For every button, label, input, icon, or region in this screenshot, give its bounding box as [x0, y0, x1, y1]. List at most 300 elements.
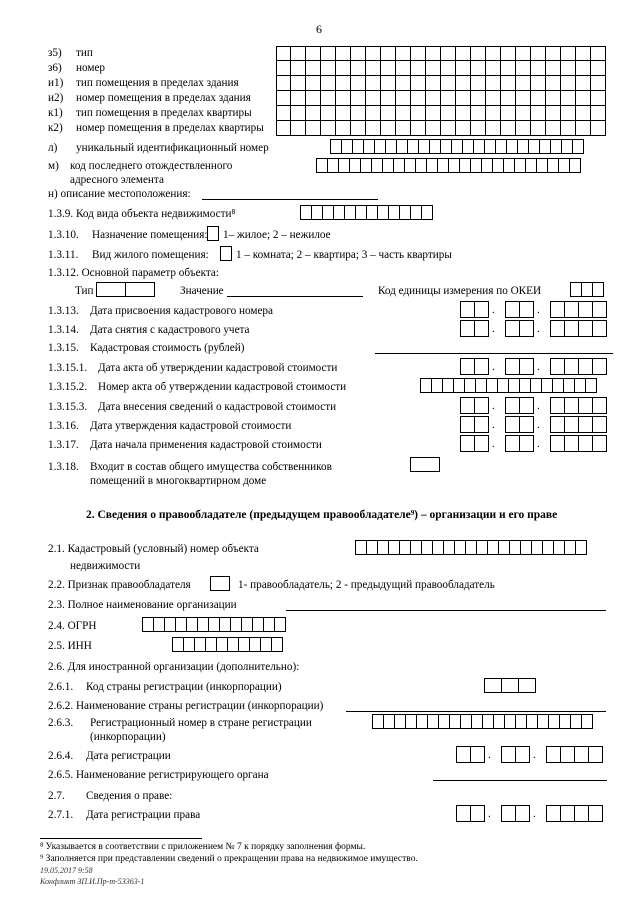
residential-type-box[interactable] — [220, 246, 231, 261]
s271-num: 2.7.1. — [48, 809, 74, 821]
address-grid-cell[interactable] — [591, 61, 606, 76]
address-grid-cell[interactable] — [306, 76, 321, 91]
address-grid-cell[interactable] — [411, 106, 426, 121]
address-grid-cell[interactable] — [381, 91, 396, 106]
input-cell[interactable] — [125, 282, 155, 297]
address-grid-cell[interactable] — [471, 61, 486, 76]
item-m-label-2: адресного элемента — [70, 174, 164, 186]
year-boxes[interactable] — [550, 320, 606, 335]
address-grid-cell[interactable] — [306, 91, 321, 106]
address-grid-cell[interactable] — [351, 61, 366, 76]
s261-num: 2.6.1. — [48, 681, 74, 693]
address-grid-cell[interactable] — [426, 91, 441, 106]
input-cell[interactable] — [585, 378, 597, 393]
month-boxes[interactable] — [505, 397, 533, 412]
address-grid-cell[interactable] — [381, 46, 396, 61]
date-cell[interactable] — [550, 358, 565, 375]
date-cell[interactable] — [550, 301, 565, 318]
address-grid-cell[interactable] — [381, 121, 396, 136]
address-grid-cell[interactable] — [501, 121, 516, 136]
date-cell[interactable] — [564, 397, 579, 414]
date-cell[interactable] — [550, 397, 565, 414]
date-cell[interactable] — [474, 320, 489, 337]
address-grid-cell[interactable] — [441, 91, 456, 106]
date-cell[interactable] — [460, 358, 475, 375]
date-separator: . — [492, 304, 495, 316]
date-cell[interactable] — [592, 301, 607, 318]
date-cell[interactable] — [505, 416, 520, 433]
org-name-line[interactable] — [286, 610, 606, 611]
address-grid-cell[interactable] — [471, 121, 486, 136]
date-cell[interactable] — [578, 397, 593, 414]
address-grid-cell[interactable] — [426, 61, 441, 76]
date-cell[interactable] — [519, 416, 534, 433]
address-grid-cell[interactable] — [426, 121, 441, 136]
param-type-boxes[interactable] — [96, 282, 154, 297]
day-boxes[interactable] — [460, 301, 488, 316]
date-cell[interactable] — [470, 805, 485, 822]
year-boxes[interactable] — [546, 746, 602, 761]
date-cell[interactable] — [592, 320, 607, 337]
s22-options: 1- правообладатель; 2 - предыдущий правообладатель — [238, 579, 495, 591]
date-cell[interactable] — [578, 320, 593, 337]
address-grid-cell[interactable] — [366, 76, 381, 91]
address-grid-cell[interactable] — [576, 121, 591, 136]
item-z6-code: з6) — [48, 62, 62, 74]
s27-label: Сведения о праве: — [86, 790, 173, 802]
address-grid-cell[interactable] — [591, 106, 606, 121]
unique-id-boxes[interactable] — [330, 139, 583, 154]
address-grid-cell[interactable] — [411, 121, 426, 136]
address-grid-cell[interactable] — [351, 76, 366, 91]
okei-code-boxes[interactable] — [570, 282, 603, 297]
address-grid-cell[interactable] — [516, 76, 531, 91]
input-cell[interactable] — [572, 139, 584, 154]
country-code-boxes[interactable] — [484, 678, 535, 693]
address-grid-cell[interactable] — [471, 76, 486, 91]
holder-sign-box[interactable] — [210, 576, 229, 591]
address-grid-cell[interactable] — [456, 121, 471, 136]
address-grid-cell[interactable] — [486, 106, 501, 121]
address-grid-cell[interactable] — [366, 61, 381, 76]
address-grid-cell[interactable] — [576, 106, 591, 121]
address-grid-cell[interactable] — [531, 46, 546, 61]
address-grid-cell[interactable] — [321, 91, 336, 106]
month-boxes[interactable] — [505, 301, 533, 316]
address-grid-cell[interactable] — [501, 106, 516, 121]
input-cell[interactable] — [207, 226, 219, 241]
address-grid-cell[interactable] — [291, 76, 306, 91]
address-grid-cell[interactable] — [366, 46, 381, 61]
address-grid-cell[interactable] — [276, 61, 291, 76]
date-cell[interactable] — [460, 416, 475, 433]
item-i2-label: номер помещения в пределах здания — [76, 92, 251, 104]
address-grid-cell[interactable] — [546, 121, 561, 136]
reg-authority-line[interactable] — [433, 780, 607, 781]
item-k2-code: к2) — [48, 122, 63, 134]
s1311-num: 1.3.11. — [48, 249, 79, 261]
address-grid-cell[interactable] — [351, 106, 366, 121]
date-cell[interactable] — [592, 435, 607, 452]
address-grid-cell[interactable] — [321, 106, 336, 121]
input-cell[interactable] — [518, 678, 536, 693]
address-grid-cell[interactable] — [531, 121, 546, 136]
address-grid-cell[interactable] — [591, 76, 606, 91]
address-grid-cell[interactable] — [471, 91, 486, 106]
year-boxes[interactable] — [550, 301, 606, 316]
s22-label: 2.2. Признак правообладателя — [48, 579, 191, 591]
s1313-label: Дата присвоения кадастрового номера — [90, 305, 273, 317]
address-grid-cell[interactable] — [561, 76, 576, 91]
param-value-line[interactable] — [227, 296, 363, 297]
address-grid-cell[interactable] — [291, 91, 306, 106]
month-boxes[interactable] — [505, 320, 533, 335]
address-grid-cell[interactable] — [396, 46, 411, 61]
address-grid-cell[interactable] — [441, 61, 456, 76]
address-grid-cell[interactable] — [576, 76, 591, 91]
address-grid-cell[interactable] — [366, 106, 381, 121]
address-grid-cell[interactable] — [366, 121, 381, 136]
day-boxes[interactable] — [460, 416, 488, 431]
cadastral-number-boxes[interactable] — [355, 540, 586, 555]
date-cell[interactable] — [592, 416, 607, 433]
address-grid-cell[interactable] — [516, 61, 531, 76]
date-cell[interactable] — [546, 805, 561, 822]
address-grid-cell[interactable] — [291, 46, 306, 61]
address-grid-cell[interactable] — [456, 76, 471, 91]
location-description-line[interactable] — [202, 199, 378, 200]
date-cell[interactable] — [574, 805, 589, 822]
address-grid-cell[interactable] — [516, 91, 531, 106]
address-grid-cell[interactable] — [516, 121, 531, 136]
address-grid-cell[interactable] — [291, 121, 306, 136]
year-boxes[interactable] — [550, 397, 606, 412]
address-grid-cell[interactable] — [396, 121, 411, 136]
address-grid-cell[interactable] — [426, 46, 441, 61]
address-grid-cell[interactable] — [501, 61, 516, 76]
day-boxes[interactable] — [456, 805, 484, 820]
address-grid-cell[interactable] — [351, 91, 366, 106]
month-boxes[interactable] — [501, 805, 529, 820]
year-boxes[interactable] — [550, 435, 606, 450]
address-grid-cell[interactable] — [336, 46, 351, 61]
address-grid-cell[interactable] — [561, 61, 576, 76]
input-cell[interactable] — [569, 158, 581, 173]
item-l-code: л) — [48, 142, 58, 154]
date-cell[interactable] — [578, 358, 593, 375]
date-cell[interactable] — [578, 435, 593, 452]
date-cell[interactable] — [519, 301, 534, 318]
date-cell[interactable] — [460, 435, 475, 452]
input-cell[interactable] — [421, 205, 433, 220]
foreign-reg-number-boxes[interactable] — [372, 714, 592, 729]
address-grid-cell[interactable] — [486, 46, 501, 61]
input-cell[interactable] — [592, 282, 604, 297]
date-separator: . — [537, 438, 540, 450]
date-cell[interactable] — [474, 416, 489, 433]
s1318-label-2: помещений в многоквартирном доме — [90, 475, 267, 487]
month-boxes[interactable] — [505, 435, 533, 450]
item-n-label: н) описание местоположения: — [48, 188, 191, 200]
address-grid-cell[interactable] — [411, 76, 426, 91]
date-cell[interactable] — [474, 435, 489, 452]
address-grid-cell[interactable] — [546, 91, 561, 106]
address-grid-cell[interactable] — [306, 61, 321, 76]
object-type-code-boxes[interactable] — [300, 205, 432, 220]
purpose-box[interactable] — [207, 226, 218, 241]
address-grid-cell[interactable] — [516, 46, 531, 61]
day-boxes[interactable] — [460, 435, 488, 450]
date-cell[interactable] — [564, 301, 579, 318]
address-grid-cell[interactable] — [501, 91, 516, 106]
input-cell[interactable] — [96, 282, 126, 297]
s1312-type-label: Тип — [75, 285, 94, 297]
address-grid-cell[interactable] — [471, 106, 486, 121]
date-separator: . — [537, 419, 540, 431]
address-grid-cell[interactable] — [381, 61, 396, 76]
date-cell[interactable] — [550, 416, 565, 433]
date-cell[interactable] — [505, 320, 520, 337]
address-grid-cell[interactable] — [426, 106, 441, 121]
address-grid-cell[interactable] — [336, 106, 351, 121]
date-cell[interactable] — [460, 397, 475, 414]
address-grid-cell[interactable] — [456, 61, 471, 76]
date-cell[interactable] — [474, 358, 489, 375]
address-grid-cell[interactable] — [321, 46, 336, 61]
date-cell[interactable] — [515, 805, 530, 822]
date-cell[interactable] — [550, 320, 565, 337]
day-boxes[interactable] — [460, 358, 488, 373]
date-cell[interactable] — [546, 746, 561, 763]
date-cell[interactable] — [470, 746, 485, 763]
address-grid-cell[interactable] — [546, 61, 561, 76]
date-cell[interactable] — [578, 416, 593, 433]
item-z5-label: тип — [76, 47, 93, 59]
date-cell[interactable] — [592, 358, 607, 375]
date-cell[interactable] — [519, 320, 534, 337]
address-grid-cell[interactable] — [576, 91, 591, 106]
date-cell[interactable] — [501, 805, 516, 822]
s1315-label: Кадастровая стоимость (рублей) — [90, 342, 245, 354]
inn-boxes[interactable] — [172, 637, 282, 652]
address-grid-cell[interactable] — [366, 91, 381, 106]
address-grid-cell[interactable] — [486, 76, 501, 91]
address-grid-cell[interactable] — [276, 91, 291, 106]
date-cell[interactable] — [456, 746, 471, 763]
year-boxes[interactable] — [550, 358, 606, 373]
address-grid-cell[interactable] — [306, 106, 321, 121]
s13151-label: Дата акта об утверждении кадастровой стоимости — [98, 362, 338, 374]
address-grid[interactable] — [276, 46, 606, 136]
address-grid-cell[interactable] — [411, 46, 426, 61]
address-grid-cell[interactable] — [276, 46, 291, 61]
date-cell[interactable] — [578, 301, 593, 318]
input-cell[interactable] — [220, 246, 232, 261]
address-grid-cell[interactable] — [486, 61, 501, 76]
month-boxes[interactable] — [505, 416, 533, 431]
address-grid-cell[interactable] — [516, 106, 531, 121]
date-cell[interactable] — [456, 805, 471, 822]
s1314-num: 1.3.14. — [48, 324, 79, 336]
date-cell[interactable] — [592, 397, 607, 414]
address-grid-cell[interactable] — [456, 91, 471, 106]
date-cell[interactable] — [474, 397, 489, 414]
s262-label: 2.6.2. Наименование страны регистрации (инкорпорации) — [48, 700, 324, 712]
date-cell[interactable] — [515, 746, 530, 763]
s13152-label: Номер акта об утверждении кадастровой стоимости — [98, 381, 347, 393]
address-grid-cell[interactable] — [456, 46, 471, 61]
address-grid-cell[interactable] — [471, 46, 486, 61]
date-cell[interactable] — [519, 397, 534, 414]
footnote-8: ⁸ Указывается в соответствии с приложением № 7 к порядку заполнения формы. — [40, 842, 366, 852]
address-grid-cell[interactable] — [486, 91, 501, 106]
address-grid-cell[interactable] — [501, 46, 516, 61]
ogrn-boxes[interactable] — [142, 617, 285, 632]
input-cell[interactable] — [410, 457, 440, 472]
address-grid-cell[interactable] — [321, 121, 336, 136]
address-grid-cell[interactable] — [561, 121, 576, 136]
month-boxes[interactable] — [505, 358, 533, 373]
item-i1-label: тип помещения в пределах здания — [76, 77, 239, 89]
address-grid-cell[interactable] — [396, 91, 411, 106]
address-grid-cell[interactable] — [501, 76, 516, 91]
date-cell[interactable] — [564, 416, 579, 433]
day-boxes[interactable] — [460, 320, 488, 335]
address-grid-cell[interactable] — [351, 121, 366, 136]
common-property-box[interactable] — [410, 457, 439, 472]
s1311-options: 1 – комната; 2 – квартира; 3 – часть квартиры — [236, 249, 452, 261]
last-address-element-boxes[interactable] — [316, 158, 616, 173]
day-boxes[interactable] — [460, 397, 488, 412]
address-grid-cell[interactable] — [486, 121, 501, 136]
s13153-label: Дата внесения сведений о кадастровой стоимости — [98, 401, 337, 413]
s263-num: 2.6.3. — [48, 717, 74, 729]
address-grid-cell[interactable] — [306, 46, 321, 61]
address-grid-cell[interactable] — [411, 91, 426, 106]
address-grid-cell[interactable] — [456, 106, 471, 121]
date-cell[interactable] — [560, 805, 575, 822]
date-cell[interactable] — [519, 358, 534, 375]
address-grid-cell[interactable] — [411, 61, 426, 76]
month-boxes[interactable] — [501, 746, 529, 761]
date-cell[interactable] — [574, 746, 589, 763]
date-cell[interactable] — [505, 358, 520, 375]
input-cell[interactable] — [271, 637, 283, 652]
s1311-label: Вид жилого помещения: — [92, 249, 209, 261]
input-cell[interactable] — [274, 617, 286, 632]
year-boxes[interactable] — [546, 805, 602, 820]
address-grid-cell[interactable] — [396, 76, 411, 91]
address-grid-cell[interactable] — [576, 61, 591, 76]
address-grid-cell[interactable] — [441, 121, 456, 136]
date-cell[interactable] — [560, 746, 575, 763]
address-grid-cell[interactable] — [336, 76, 351, 91]
input-cell[interactable] — [484, 678, 502, 693]
date-cell[interactable] — [474, 301, 489, 318]
date-cell[interactable] — [564, 320, 579, 337]
date-cell[interactable] — [588, 805, 603, 822]
address-grid-cell[interactable] — [276, 121, 291, 136]
address-grid-cell[interactable] — [441, 106, 456, 121]
address-grid-cell[interactable] — [336, 121, 351, 136]
address-grid-cell[interactable] — [441, 46, 456, 61]
address-grid-cell[interactable] — [276, 106, 291, 121]
address-grid-cell[interactable] — [381, 106, 396, 121]
date-cell[interactable] — [564, 358, 579, 375]
input-cell[interactable] — [501, 678, 519, 693]
date-cell[interactable] — [460, 301, 475, 318]
address-grid-cell[interactable] — [591, 91, 606, 106]
address-grid-cell[interactable] — [336, 61, 351, 76]
address-grid-cell[interactable] — [546, 76, 561, 91]
date-cell[interactable] — [505, 397, 520, 414]
date-cell[interactable] — [505, 301, 520, 318]
address-grid-cell[interactable] — [561, 91, 576, 106]
act-number-boxes[interactable] — [420, 378, 596, 393]
address-grid-cell[interactable] — [291, 61, 306, 76]
address-grid-cell[interactable] — [396, 61, 411, 76]
address-grid-cell[interactable] — [546, 106, 561, 121]
address-grid-cell[interactable] — [531, 76, 546, 91]
date-separator: . — [537, 304, 540, 316]
address-grid-cell[interactable] — [291, 106, 306, 121]
date-cell[interactable] — [501, 746, 516, 763]
address-grid-cell[interactable] — [351, 46, 366, 61]
input-cell[interactable] — [210, 576, 230, 591]
year-boxes[interactable] — [550, 416, 606, 431]
address-grid-cell[interactable] — [531, 91, 546, 106]
stamp-timestamp: 19.05.2017 9:58 — [40, 866, 93, 875]
s264-num: 2.6.4. — [48, 750, 74, 762]
section-2-heading: 2. Сведения о правообладателе (предыдущем правообладателе⁹) – организации и его праве — [86, 509, 558, 521]
date-cell[interactable] — [550, 435, 565, 452]
input-cell[interactable] — [581, 714, 593, 729]
address-grid-cell[interactable] — [561, 46, 576, 61]
date-separator: . — [488, 749, 491, 761]
address-grid-cell[interactable] — [531, 106, 546, 121]
input-cell[interactable] — [575, 540, 587, 555]
date-cell[interactable] — [505, 435, 520, 452]
date-separator: . — [488, 808, 491, 820]
address-grid-cell[interactable] — [321, 76, 336, 91]
s264-label: Дата регистрации — [86, 750, 171, 762]
address-grid-cell[interactable] — [441, 76, 456, 91]
address-grid-cell[interactable] — [591, 46, 606, 61]
address-grid-cell[interactable] — [321, 61, 336, 76]
address-grid-cell[interactable] — [276, 76, 291, 91]
address-grid-cell[interactable] — [306, 121, 321, 136]
cadastral-value-line[interactable] — [375, 353, 613, 354]
address-grid-cell[interactable] — [381, 76, 396, 91]
address-grid-cell[interactable] — [546, 46, 561, 61]
s13151-num: 1.3.15.1. — [48, 362, 88, 374]
date-cell[interactable] — [519, 435, 534, 452]
address-grid-cell[interactable] — [426, 76, 441, 91]
address-grid-cell[interactable] — [576, 46, 591, 61]
address-grid-cell[interactable] — [531, 61, 546, 76]
s139-label: 1.3.9. Код вида объекта недвижимости⁸ — [48, 208, 236, 220]
date-cell[interactable] — [564, 435, 579, 452]
country-name-line[interactable] — [346, 711, 606, 712]
address-grid-cell[interactable] — [396, 106, 411, 121]
address-grid-cell[interactable] — [561, 106, 576, 121]
date-cell[interactable] — [460, 320, 475, 337]
day-boxes[interactable] — [456, 746, 484, 761]
date-cell[interactable] — [588, 746, 603, 763]
s1312-okei-label: Код единицы измерения по ОКЕИ — [378, 285, 542, 297]
address-grid-cell[interactable] — [591, 121, 606, 136]
address-grid-cell[interactable] — [336, 91, 351, 106]
